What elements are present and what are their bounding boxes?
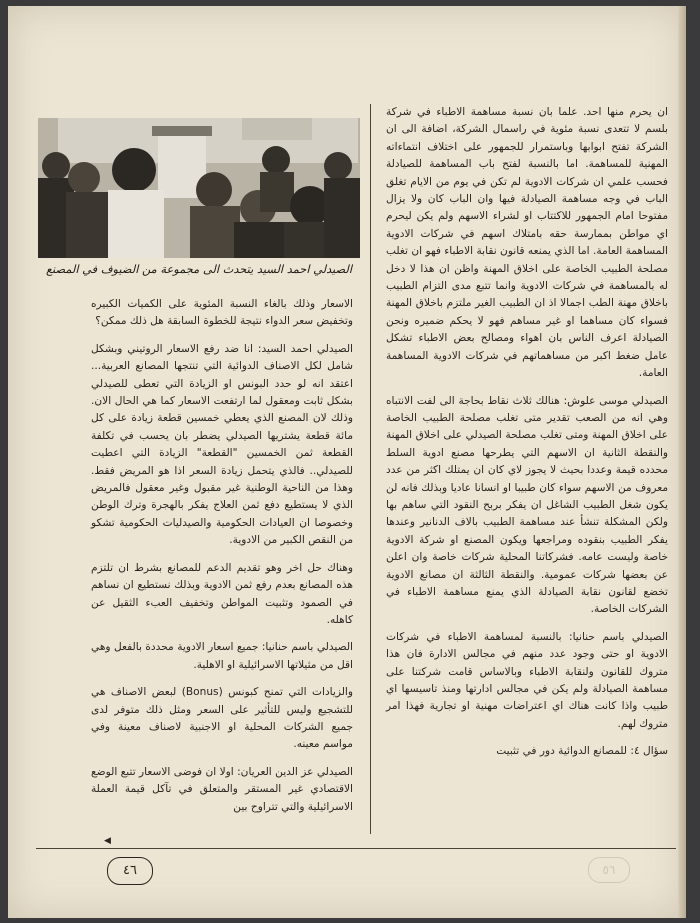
- paragraph: ان يحرم منها احد. علما بان نسبة مساهمة الاطباء في شركة بلسم لا تتعدى نسبة مئوية في راسمال الشركة، اضافة الى ان الشركة تفتح ابوابها وباستمرار للجمهور على اختلاف انتماءاته المهنية للمساهمة. اما بالنسبة لفتح باب المساهمة للصيادلة فحسب علمي ان شركات الادوية لم تكن في يوم من الايام تغلق الباب في وجه مساهمة الصيادلة فيها وان الباب كان ولا يزال مفتوحا امام الجمهور للاكتتاب او لشراء الاسهم ولم يكن ليحرم اي مواطن بممارسة حقه بامتلاك اسهم في شركات الادوية المساهمة العامة. اما الذي يمنعه قانون نقابة الاطباء فهو ان تغلب مصلحة الطبيب الخاصة على اخلاق المهنة واظن ان هذا لا دخل له بالمساهمة في شركات الادوية وانما تتبع مدى التزام الطبيب باخلاق مهنة الطب اجمالا اذ ان الطبيب الغير ملتزم باخلاق المهنة فسواء كان مساهما او غير مساهم فهو لا يحكم ضميره ونحن الصيادلة اعرف الناس بان اهواء ومصالح بعض الاطباء تشكل عامل ضغط اكبر من مساهماتهم في شركات الادوية المساهمة العامة.: [386, 106, 668, 380]
- footer-rule: [36, 848, 676, 849]
- column-divider: [370, 104, 371, 834]
- paragraph: الصيدلي موسى علوش: هنالك ثلاث نقاط بحاجة الى لفت الانتباه وهي انه من الصعب تقدير متى تغلب مصلحة الطبيب الخاصة على اخلاق المهنة ومتى تغلب مصلحة الصيدلي على اخلاق المهنة والنقطة الثانية ان الاسهم التي يطرحها مصنع ادوية السلط محدده قيمة وعددا بحيث لا يجوز لاي كان ان يمتلك اكثر من عدد معروف من الاسهم سواء كان طبيبا او انسانا عاديا وبذلك فانه لن يكون شغل الطبيب الشاغل ان يفكر بربح النقود التي ساهم بها ولكن المشكلة تنشأ عند مساهمة الطبيب بالاف الدنانير وعندها يفكر الطبيب بنقوده ومراجعها ويكون المصنع او شركة الادوية خاصة وليست عامه. فشركاتنا المحلية شركات خاصة وان اعلن عن بعضها شركات عمومية. والنقطة الثالثة ان مصانع الادوية تخضع لقانون نقابة الصيادلة الذي يمنع مساهمة الاطباء في الشركات الخاصة.: [386, 394, 668, 616]
- bleed-through-page-number: ٥٦: [588, 857, 630, 883]
- left-column: [91, 296, 353, 826]
- magazine-page: [8, 6, 686, 918]
- paragraph: الصيدلي باسم حنانيا: بالنسبة لمساهمة الاطباء في شركات الادوية او حتى وجود عدد منهم في مجالس الادارة فان هذا متروك للقانون ولنقابة الاطباء وبالاساس قامت شركتنا على مساهمة الصيادلة ولم يكن في مجالس ادارتها ومنذ تاسيسها اي طبيب واذا كانت هناك اي اعتراضات مهنية او تجارية فهذا امر متروك لهم.: [386, 630, 668, 730]
- paragraph: وهناك حل اخر وهو تقديم الدعم للمصانع بشرط ان تلتزم هذه المصانع بعدم رفع ثمن الادوية وبذلك نستطيع ان نساهم في الصمود وتثبيت المواطن وتخفيف العبء الثقيل عن كاهله.: [91, 561, 353, 626]
- page-edge: [678, 6, 686, 918]
- paragraph: الصيدلي عز الدين العريان: اولا ان فوضى الاسعار تتبع الوضع الاقتصادي غير المستقر والمتعلق في تآكل قيمة العملة الاسرائيلية والتي تتراوح بين: [91, 765, 353, 813]
- paragraph: الصيدلي احمد السيد: انا ضد رفع الاسعار الروتيني وبشكل شامل لكل الاصناف الدوائية التي تنتجها المصانع العربية... اعتقد انه لو حدد البونس او الزيادة التي تعطى للصيدلي بشكل ثابت ومعقول لما ارتفعت الاسعار كما هي الحال الان. وذلك لان المصنع الذي يعطي خمسين قطعة زيادة على كل مائة قطعة يشتريها الصيدلي يضطر بان يحسب في تكلفة القطعة ثمن الخمسين "القطعة" الزيادة التي اعطيت للصيدلي.. فالذي يتحمل زيادة السعر اذا هو المريض فقط. وهذا من الناحية الوطنية غير مقبول وغير معقول فالمريض الذي لا يستطيع دفع ثمن العلاج يفكر بالهجرة وترك الوطن وخصوصا ان العيادات الحكومية والصيدليات الحكومية تشكو من النقص الكبير من الادوية.: [91, 342, 353, 547]
- paragraph: الصيدلي باسم حنانيا: جميع اسعار الادوية محددة بالفعل وهي اقل من مثيلاتها الاسرائيلية او الاهلية.: [91, 641, 353, 671]
- photo-caption: الصيدلي احمد السيد يتحدث الى مجموعة من الضيوف في المصنع: [45, 262, 353, 276]
- continue-arrow-icon: ◀: [104, 836, 111, 846]
- page-number: ٤٦: [107, 857, 153, 885]
- right-column: [386, 104, 668, 771]
- paragraph: الاسعار وذلك بالغاء النسبة المئوية على الكميات الكبيره وتخفيض سعر الدواء نتيجة للخطوة السابقة هل ذلك ممكن؟: [91, 298, 353, 328]
- photo: [38, 118, 360, 258]
- photo-image: [38, 118, 360, 258]
- paragraph: والزيادات التي تمنح كبونس (Bonus) لبعض الاصناف هي للتشجيع وليس للتأثير على السعر ومثل ذلك متوفر لدى جميع الشركات المحلية او الاجنبية لاصناف معينة وفي مواسم معينه.: [91, 686, 353, 751]
- question-heading: سؤال ٤: للمصانع الدوائية دور في تثبيت: [496, 745, 668, 758]
